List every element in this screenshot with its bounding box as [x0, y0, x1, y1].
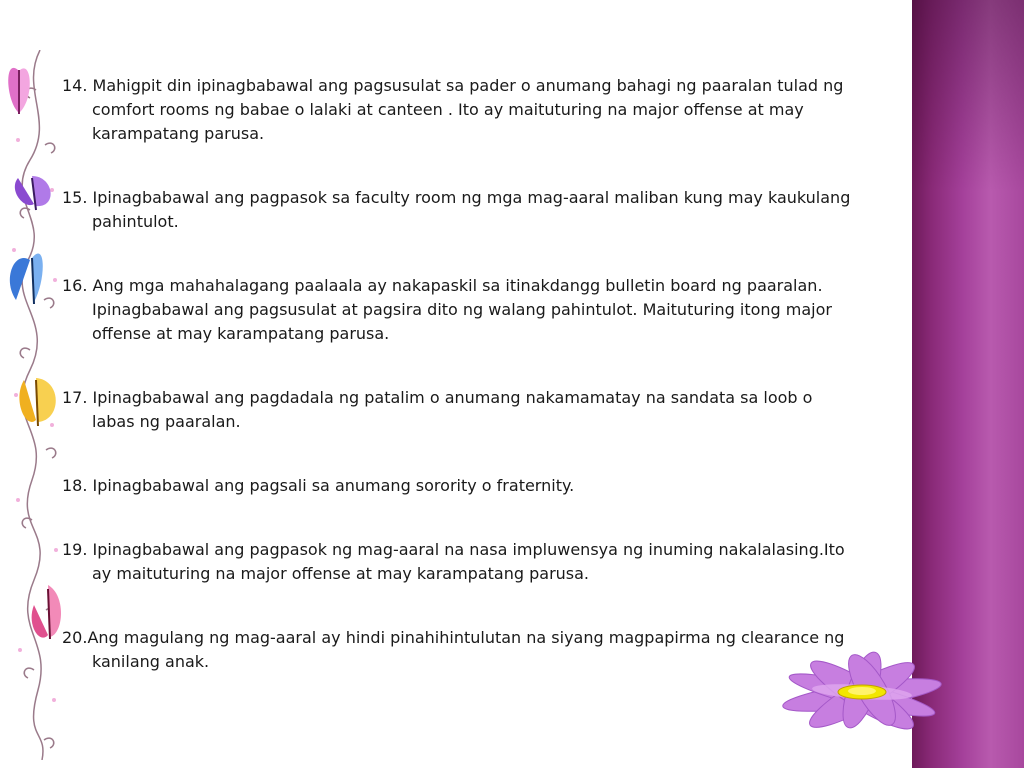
rule-text: Mahigpit din ipinagbabawal ang pagsusulat sa pader o anumang bahagi ng paaralan tulad ng comfort rooms ng babae o lalaki at canteen . Ito ay maituturing na major offense at may karampatang parusa. [92, 76, 844, 143]
rule-number: 16. [62, 276, 93, 295]
rule-item-18 [62, 474, 852, 498]
rule-text: Ipinagbabawal ang pagpasok ng mag-aaral na nasa impluwensya ng inuming nakalalasing.Ito ay maituturing na major offense at may karampatang parusa. [92, 540, 845, 583]
rule-number: 17. [62, 388, 93, 407]
rule-text: Ipinagbabawal ang pagsali sa anumang sorority o fraternity. [92, 476, 575, 495]
rules-list [62, 74, 852, 674]
rule-number: 15. [62, 188, 93, 207]
rule-text: Ang magulang ng mag-aaral ay hindi pinahihintulutan na siyang magpapirma ng clearance ng kanilang anak. [87, 628, 845, 671]
rule-text: Ang mga mahahalagang paalaala ay nakapaskil sa itinakdangg bulletin board ng paaralan. Ipinagbabawal ang pagsusulat at pagsira dito ng walang pahintulot. Maituturing itong major offense at may karampatang parusa. [92, 276, 832, 343]
rule-item-16 [62, 274, 852, 346]
rule-number: 14. [62, 76, 93, 95]
rule-item-14 [62, 74, 852, 146]
rule-text: Ipinagbabawal ang pagpasok sa faculty room ng mga mag-aaral maliban kung may kaukulang pahintulot. [92, 188, 851, 231]
rule-number: 18. [62, 476, 93, 495]
rule-number: 19. [62, 540, 93, 559]
rule-number: 20. [62, 628, 88, 647]
rule-item-20 [62, 626, 852, 674]
rule-item-15 [62, 186, 852, 234]
rule-item-17 [62, 386, 852, 434]
rule-item-19 [62, 538, 852, 586]
rule-text: Ipinagbabawal ang pagdadala ng patalim o anumang nakamamatay na sandata sa loob o labas ng paaralan. [92, 388, 813, 431]
